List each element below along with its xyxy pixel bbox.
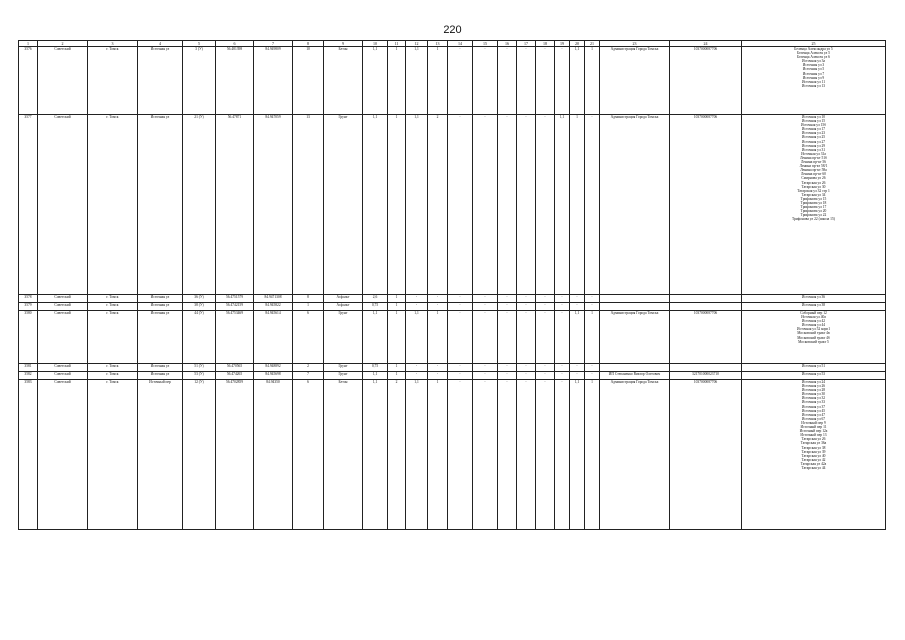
table-cell: 0,75 <box>363 303 388 311</box>
table-cell: 0,75 <box>363 364 388 372</box>
table-cell: Советский <box>38 47 88 115</box>
table-cell: - <box>473 115 498 295</box>
table-row <box>19 115 886 295</box>
table-cell: Источная ул <box>138 47 183 115</box>
table-cell: 1 <box>388 295 406 303</box>
table-cell: 6 <box>293 311 324 364</box>
table-cell: 53 (У) <box>183 372 216 380</box>
address-line: Источная ул 23 <box>801 131 826 136</box>
table-cell: Грунт <box>324 364 363 372</box>
table-cell: - <box>555 303 570 311</box>
table-cell: Источная ул <box>138 364 183 372</box>
table-cell: 3576 <box>19 47 38 115</box>
table-cell <box>670 295 742 303</box>
column-header: 21 <box>585 41 600 47</box>
address-line: Беленца Алексея ул 6 <box>797 55 830 60</box>
table-cell: 56.4751579 <box>216 295 254 303</box>
table-cell <box>670 364 742 372</box>
address-line: Источная ул 13 <box>801 83 826 88</box>
column-header: 13 <box>428 41 448 47</box>
address-line: Источная ул 15 <box>801 119 826 124</box>
table-cell: 1,1 <box>406 380 428 530</box>
table-cell: - <box>555 311 570 364</box>
table-cell: - <box>517 364 536 372</box>
address-line: Источная ул 40а <box>801 315 826 320</box>
address-line: Смирнова ул 26 <box>801 176 826 181</box>
table-cell: - <box>570 372 585 380</box>
table-cell: 1,1 <box>406 311 428 364</box>
table-cell: г. Томск <box>88 364 138 372</box>
address-list-cell <box>742 115 886 295</box>
table-cell: 3583 <box>19 380 38 530</box>
table-cell: - <box>473 303 498 311</box>
table-cell: 2 <box>428 115 448 295</box>
address-line: Источная ул 31 <box>801 147 826 152</box>
table-cell: 3581 <box>19 364 38 372</box>
table-cell: - <box>448 295 473 303</box>
address-line: Источная ул 17 <box>801 127 826 132</box>
table-cell: 2 <box>293 364 324 372</box>
address-line: Источная ул 45 <box>801 408 826 413</box>
table-cell: - <box>555 295 570 303</box>
table-cell: 84.945698 <box>254 372 293 380</box>
address-list-cell <box>742 364 886 372</box>
table-cell: 84.947059 <box>254 115 293 295</box>
column-header: 17 <box>517 41 536 47</box>
address-line: Московский тракт 5 <box>798 339 829 344</box>
table-cell: - <box>536 372 555 380</box>
table-cell: 1 <box>388 303 406 311</box>
address-line: Источная ул 42 <box>801 319 826 324</box>
table-cell: г. Томск <box>88 380 138 530</box>
table-cell: - <box>585 295 600 303</box>
table-cell: г. Томск <box>88 115 138 295</box>
table-cell: - <box>517 311 536 364</box>
column-header: 5 <box>183 41 216 47</box>
address-line: Татарская ул 39 <box>801 449 826 454</box>
address-line: Татарская ул 42а <box>800 461 827 466</box>
address-line: Трифонова ул 18 <box>800 200 827 205</box>
table-cell: Советский <box>38 295 88 303</box>
table-cell: - <box>448 380 473 530</box>
table-cell: 51 (У) <box>183 364 216 372</box>
table-cell: 56.474265 <box>216 372 254 380</box>
column-header: 15 <box>473 41 498 47</box>
table-cell: - <box>585 115 600 295</box>
table-cell: - <box>536 380 555 530</box>
table-cell: 1 <box>428 380 448 530</box>
table-cell: 1037000087706 <box>670 311 742 364</box>
table-cell: - <box>498 47 517 115</box>
address-line: Ленина пр-кт 60 <box>801 172 826 177</box>
table-cell: - <box>448 372 473 380</box>
table-cell: 1,1 <box>363 380 388 530</box>
address-line: Источная ул 53 <box>801 372 826 376</box>
table-cell: 1037000087706 <box>670 47 742 115</box>
table-cell: Источная ул <box>138 311 183 364</box>
address-line: Татарская ул 42 <box>801 457 826 462</box>
table-row <box>19 364 886 372</box>
table-cell: - <box>585 303 600 311</box>
table-cell: Бетон <box>324 380 363 530</box>
address-list-cell <box>742 47 886 115</box>
table-cell <box>600 295 670 303</box>
table-cell: 1,1 <box>406 115 428 295</box>
column-header: 23 <box>600 41 670 47</box>
table-cell: - <box>498 115 517 295</box>
table-cell: - <box>517 295 536 303</box>
address-line: Источная ул 28 <box>801 388 826 393</box>
table-cell: Администрация Города Томска <box>600 311 670 364</box>
address-list-cell <box>742 311 886 364</box>
table-cell: 1 <box>428 311 448 364</box>
address-line: Татарская ул 40 <box>801 453 826 458</box>
table-row <box>19 47 886 115</box>
address-list-cell <box>742 372 886 380</box>
table-cell: 13 <box>293 115 324 295</box>
address-line: Татарская ул 32 стр 1 <box>797 188 830 193</box>
address-line: Источная ул 51 <box>801 364 826 368</box>
table-cell: 1,1 <box>363 311 388 364</box>
table-cell: - <box>536 295 555 303</box>
address-line: Татарская ул 38 <box>801 445 826 450</box>
table-cell: 8 <box>293 295 324 303</box>
address-line: Источная ул 30 <box>801 392 826 397</box>
table-cell: Источная ул <box>138 295 183 303</box>
table-cell: 38 (У) <box>183 303 216 311</box>
registry-table <box>18 40 886 530</box>
table-row <box>19 303 886 311</box>
table-cell: Администрация Города Томска <box>600 115 670 295</box>
table-cell: 84.945614 <box>254 311 293 364</box>
table-cell: Советский <box>38 115 88 295</box>
address-line: Соборный пер 12 <box>800 311 827 315</box>
table-cell: - <box>473 295 498 303</box>
address-line: Источная ул 7 <box>802 71 825 76</box>
table-cell: 3577 <box>19 115 38 295</box>
table-cell: - <box>448 364 473 372</box>
table-cell: - <box>406 303 428 311</box>
table-cell: Источный пер <box>138 380 183 530</box>
table-cell: - <box>536 364 555 372</box>
column-header: 7 <box>254 41 293 47</box>
table-cell: - <box>555 364 570 372</box>
address-line: Ленина пр-кт 58/1 <box>799 164 828 169</box>
address-line: Источная ул 38 <box>801 303 826 307</box>
address-line: Татарская ул 26 <box>801 437 826 442</box>
table-cell: 36 (У) <box>183 295 216 303</box>
address-line: Источная ул 33 <box>801 400 826 405</box>
table-cell: 6 <box>293 380 324 530</box>
table-cell: Источная ул <box>138 303 183 311</box>
table-cell: - <box>570 295 585 303</box>
table-cell: 1,1 <box>363 372 388 380</box>
table-cell: - <box>585 364 600 372</box>
table-cell: - <box>473 364 498 372</box>
address-line: Трифонова ул 22 (школа 15) <box>792 217 835 222</box>
address-line: Источная ул 9 <box>802 75 825 80</box>
address-line: Московский тракт 4б <box>797 335 830 340</box>
column-header: 1 <box>19 41 38 47</box>
table-cell: 1,1 <box>363 115 388 295</box>
table-cell: Советский <box>38 364 88 372</box>
table-cell: Советский <box>38 303 88 311</box>
table-cell: Бетон <box>324 47 363 115</box>
table-cell: г. Томск <box>88 372 138 380</box>
column-header: 12 <box>406 41 428 47</box>
address-line: Источная ул 11 <box>801 79 826 84</box>
table-cell: 3578 <box>19 295 38 303</box>
address-line: Татарская ул 34 <box>801 192 826 197</box>
table-cell: - <box>428 372 448 380</box>
table-cell: 44 (У) <box>183 311 216 364</box>
address-line: Источная ул 67 <box>801 416 826 421</box>
table-cell: 2,6 <box>363 295 388 303</box>
table-row <box>19 295 886 303</box>
table-row <box>19 380 886 530</box>
table-cell: 1,1 <box>363 47 388 115</box>
page-number: 220 <box>443 24 462 36</box>
table-cell: - <box>555 47 570 115</box>
table-cell: - <box>473 372 498 380</box>
table-cell: - <box>448 115 473 295</box>
table-cell: - <box>473 311 498 364</box>
table-cell: 321701000023710 <box>670 372 742 380</box>
address-line: Московский тракт 4в <box>797 331 830 336</box>
address-line: Татарская ул 44 <box>801 465 826 470</box>
table-cell: 3579 <box>19 303 38 311</box>
table-cell: Советский <box>38 372 88 380</box>
table-cell: 56.4753469 <box>216 311 254 364</box>
table-cell: 12 (У) <box>183 380 216 530</box>
column-header: 25 <box>742 41 886 47</box>
table-cell: - <box>428 364 448 372</box>
table-cell: г. Томск <box>88 295 138 303</box>
table-cell: 1 <box>585 380 600 530</box>
table-cell: 1 <box>388 311 406 364</box>
column-header: 18 <box>536 41 555 47</box>
table-cell <box>600 303 670 311</box>
address-line: Татарская ул 26 <box>801 180 826 185</box>
table-cell: 1,1 <box>406 47 428 115</box>
table-cell: - <box>555 380 570 530</box>
column-header: 14 <box>448 41 473 47</box>
table-cell: 1 <box>388 115 406 295</box>
address-line: Источная ул 3а <box>801 59 826 64</box>
address-line: Источная ул 52 корп1 <box>797 327 830 332</box>
address-line: Трифонова ул 17 <box>800 205 827 210</box>
address-list-cell <box>742 303 886 311</box>
address-list-cell <box>742 295 886 303</box>
address-line: Источный пер 11 <box>800 425 827 430</box>
address-line: Беленца Александра ул 5 <box>794 47 833 51</box>
table-cell: Асфальт <box>324 303 363 311</box>
table-cell: - <box>498 372 517 380</box>
table-cell: Советский <box>38 380 88 530</box>
address-line: Источная ул 44 <box>801 323 826 328</box>
column-header: 16 <box>498 41 517 47</box>
column-header: 4 <box>138 41 183 47</box>
table-cell: - <box>473 47 498 115</box>
table-cell: - <box>498 311 517 364</box>
table-cell: 1 <box>388 372 406 380</box>
table-cell: - <box>517 47 536 115</box>
address-line: Источная ул 27 <box>801 139 826 144</box>
table-row <box>19 372 886 380</box>
table-cell: - <box>570 364 585 372</box>
address-line: Трифонова ул 20 <box>800 209 827 214</box>
table-cell: - <box>498 303 517 311</box>
address-line: Источная ул 47 <box>801 412 826 417</box>
table-cell: - <box>406 372 428 380</box>
table-cell: Грунт <box>324 115 363 295</box>
table-cell: 1,1 <box>570 311 585 364</box>
table-cell: - <box>498 295 517 303</box>
table-cell: 2 <box>388 380 406 530</box>
table-cell: - <box>536 47 555 115</box>
column-header: 8 <box>293 41 324 47</box>
table-cell: г. Томск <box>88 311 138 364</box>
table-cell: - <box>498 364 517 372</box>
table-cell: Грунт <box>324 311 363 364</box>
table-cell: - <box>517 303 536 311</box>
table-cell: - <box>448 47 473 115</box>
table-cell: 84.94350 <box>254 380 293 530</box>
table-cell: Источная ул <box>138 372 183 380</box>
address-line: Источная ул 36 <box>801 295 826 299</box>
table-cell: г. Томск <box>88 303 138 311</box>
address-line: Источная ул 5 <box>802 67 825 72</box>
table-cell: 1 <box>388 364 406 372</box>
table-cell: 1 <box>585 47 600 115</box>
address-line: Беленца Алексея ул 5 <box>797 51 830 56</box>
table-cell: Администрация Города Томска <box>600 380 670 530</box>
table-cell: 84.9471308 <box>254 295 293 303</box>
address-line: Татарская ул 30 <box>801 184 826 189</box>
address-line: Источная ул 31а <box>801 151 826 156</box>
table-cell: 84.945822 <box>254 303 293 311</box>
table-cell: 1 <box>293 303 324 311</box>
table-cell: - <box>536 115 555 295</box>
column-header: 10 <box>363 41 388 47</box>
table-cell <box>670 303 742 311</box>
column-header: 19 <box>555 41 570 47</box>
address-line: Источный пер 12а <box>799 429 828 434</box>
address-line: Источная ул 29 <box>801 143 826 148</box>
table-cell: 1037000087706 <box>670 115 742 295</box>
column-header: 11 <box>388 41 406 47</box>
address-line: Трифонова ул 22 <box>800 213 827 218</box>
address-line: Источный пер 9 <box>801 420 826 425</box>
table-cell: - <box>585 372 600 380</box>
table-cell: - <box>406 295 428 303</box>
table-cell: 3582 <box>19 372 38 380</box>
column-header: 24 <box>670 41 742 47</box>
table-cell: 21 (У) <box>183 115 216 295</box>
table-cell: 1,1 <box>555 115 570 295</box>
table-cell: 1 <box>570 115 585 295</box>
table-cell: 3580 <box>19 311 38 364</box>
table-cell: - <box>428 303 448 311</box>
address-line: Источная ул 37 <box>801 404 826 409</box>
address-line: Источный пер 13 <box>800 433 827 438</box>
address-line: Ленина пр-кт 56 <box>801 160 826 165</box>
table-cell: - <box>473 380 498 530</box>
address-line: Ленина пр-кт 58а <box>800 168 827 173</box>
table-cell: 56.481398 <box>216 47 254 115</box>
table-cell: 7 <box>293 372 324 380</box>
table-cell: 1037000087706 <box>670 380 742 530</box>
table-cell: - <box>498 380 517 530</box>
table-cell: 1,1 <box>570 380 585 530</box>
table-cell: Грунт <box>324 372 363 380</box>
table-cell: 3 (У) <box>183 47 216 115</box>
table-cell: - <box>570 303 585 311</box>
column-header: 9 <box>324 41 363 47</box>
table-cell: 1 <box>585 311 600 364</box>
address-line: Источная ул 10 <box>801 115 826 119</box>
table-cell: 84.948892 <box>254 364 293 372</box>
address-line: Источная ул 25 <box>801 135 826 140</box>
address-line: Источная ул 32 <box>801 396 826 401</box>
table-cell: ИП Степаненко Виктор Олегович <box>600 372 670 380</box>
table-cell <box>600 364 670 372</box>
table-cell: г. Томск <box>88 47 138 115</box>
table-cell: Источная ул <box>138 115 183 295</box>
table-cell: 1 <box>388 47 406 115</box>
address-line: Источная ул 3 <box>802 63 825 68</box>
address-line: Татарская ул 36а <box>800 441 827 446</box>
table-cell: - <box>536 303 555 311</box>
table-cell: Администрация Города Томска <box>600 47 670 115</box>
table-cell: 56.4702859 <box>216 380 254 530</box>
address-line: Источная ул 26 <box>801 384 826 389</box>
address-line: Ленина пр-кт 51б <box>800 155 827 160</box>
table-cell: 84.949809 <box>254 47 293 115</box>
address-line: Источная ул 15б <box>800 123 827 128</box>
table-cell: - <box>406 364 428 372</box>
address-list-cell <box>742 380 886 530</box>
table-cell: - <box>536 311 555 364</box>
table-cell: 56.4742159 <box>216 303 254 311</box>
column-header: 2 <box>38 41 88 47</box>
table-cell: 1,1 <box>570 47 585 115</box>
column-header: 20 <box>570 41 585 47</box>
address-line: Источная ул 24 <box>801 380 826 384</box>
table-cell: - <box>517 380 536 530</box>
table-cell: 10 <box>293 47 324 115</box>
table-cell: 56.47871 <box>216 115 254 295</box>
table-cell: - <box>555 372 570 380</box>
table-cell: - <box>517 372 536 380</box>
address-line: Трифонова ул 15 <box>800 196 827 201</box>
table-row <box>19 311 886 364</box>
table-cell: - <box>448 311 473 364</box>
table-cell: Асфальт <box>324 295 363 303</box>
column-header: 3 <box>88 41 138 47</box>
table-cell: - <box>428 295 448 303</box>
table-cell: 56.470565 <box>216 364 254 372</box>
table-cell: - <box>448 303 473 311</box>
column-header: 6 <box>216 41 254 47</box>
table-cell: 1 <box>428 47 448 115</box>
table-cell: Советский <box>38 311 88 364</box>
table-cell: - <box>517 115 536 295</box>
